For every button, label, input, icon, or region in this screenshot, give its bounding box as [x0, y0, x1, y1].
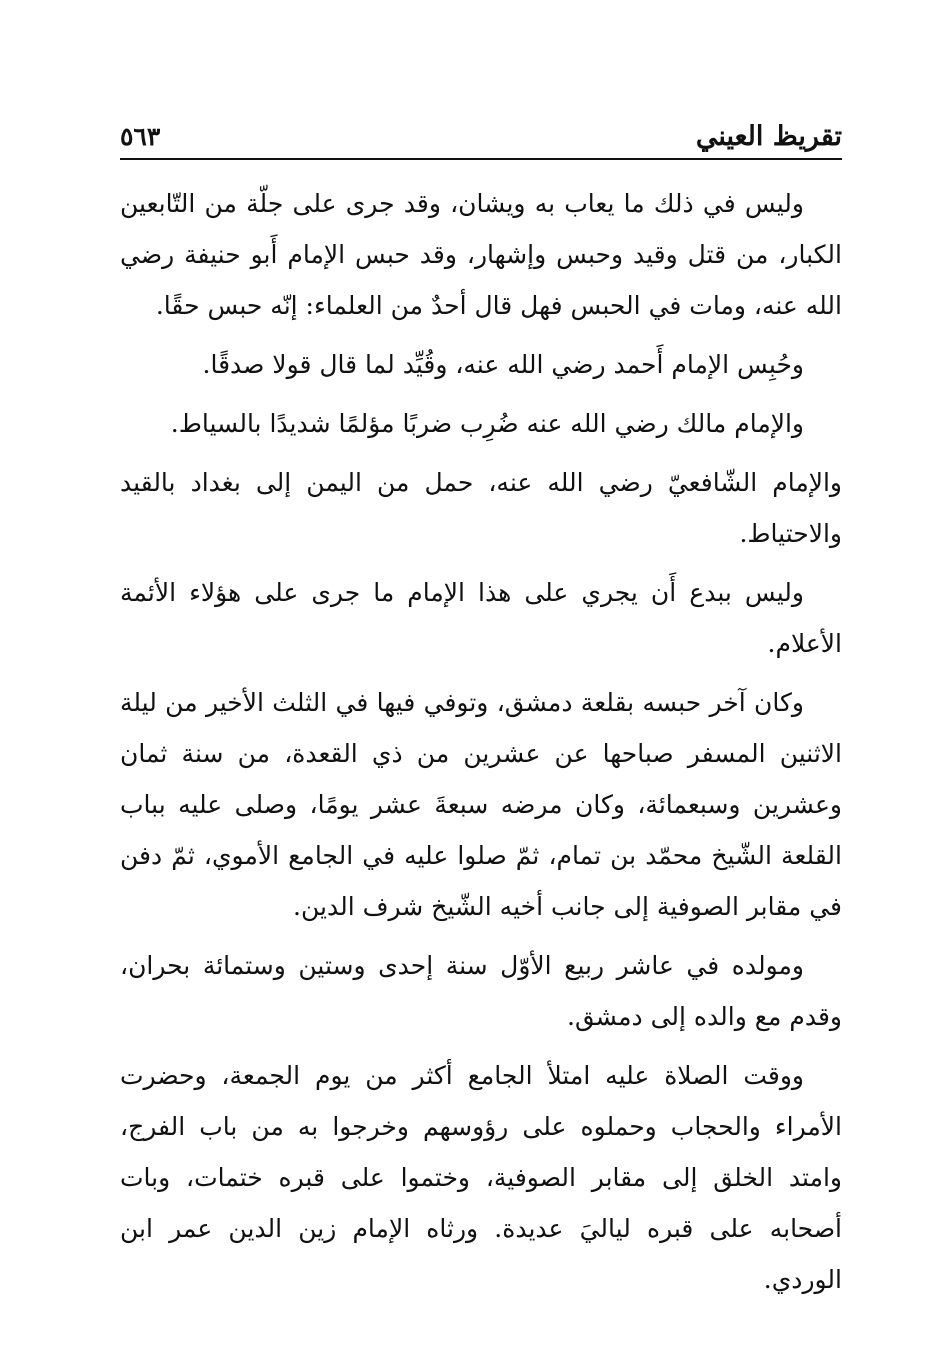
book-page — [120, 118, 842, 1298]
paragraph: وليس في ذلك ما يعاب به ويشان، وقد جرى على جلّة من التّابعين الكبار، من قتل وقيد وحبس وإشهار، وقد حبس الإمام أَبو حنيفة رضي الله عنه، ومات في الحبس فهل قال أحدٌ من العلماء: إنّه حبس حقًا. — [120, 189, 842, 320]
page-header — [120, 118, 842, 160]
page-number: ٥٦٣ — [120, 122, 161, 151]
paragraph: والإمام الشّافعيّ رضي الله عنه، حمل من اليمن إلى بغداد بالقيد والاحتياط. — [120, 468, 842, 548]
paragraph: وحُبِس الإمام أَحمد رضي الله عنه، وقُيِّد لما قال قولا صدقًا. — [202, 350, 804, 379]
running-title: تقريظ العيني — [695, 121, 842, 152]
paragraph: ومولده في عاشر ربيع الأوّل سنة إحدى وستين وستمائة بحران، وقدم مع والده إلى دمشق. — [120, 951, 842, 1031]
paragraph: والإمام مالك رضي الله عنه ضُرِب ضربًا مؤلمًا شديدًا بالسياط. — [170, 409, 804, 438]
page-body — [120, 178, 842, 1305]
paragraph: وكان آخر حبسه بقلعة دمشق، وتوفي فيها في الثلث الأخير من ليلة الاثنين المسفر صباحها عن عشرين من ذي القعدة، من سنة ثمان وعشرين وسبعمائة، وكان مرضه سبعةَ عشر يومًا، وصلى عليه بباب القلعة الشّيخ محمّد بن تمام، ثمّ صلوا عليه في الجامع الأموي، ثمّ دفن في مقابر الصوفية إلى جانب أخيه الشّيخ شرف الدين. — [120, 688, 842, 921]
paragraph: وليس ببدع أَن يجري على هذا الإمام ما جرى على هؤلاء الأئمة الأعلام. — [120, 578, 842, 658]
paragraph: ووقت الصلاة عليه امتلأ الجامع أكثر من يوم الجمعة، وحضرت الأمراء والحجاب وحملوه على رؤوسهم وخرجوا به من باب الفرج، وامتد الخلق إلى مقابر الصوفية، وختموا على قبره ختمات، وبات أصحابه على قبره لياليَ عديدة. ورثاه الإمام زين الدين عمر ابن الوردي. — [120, 1061, 842, 1294]
